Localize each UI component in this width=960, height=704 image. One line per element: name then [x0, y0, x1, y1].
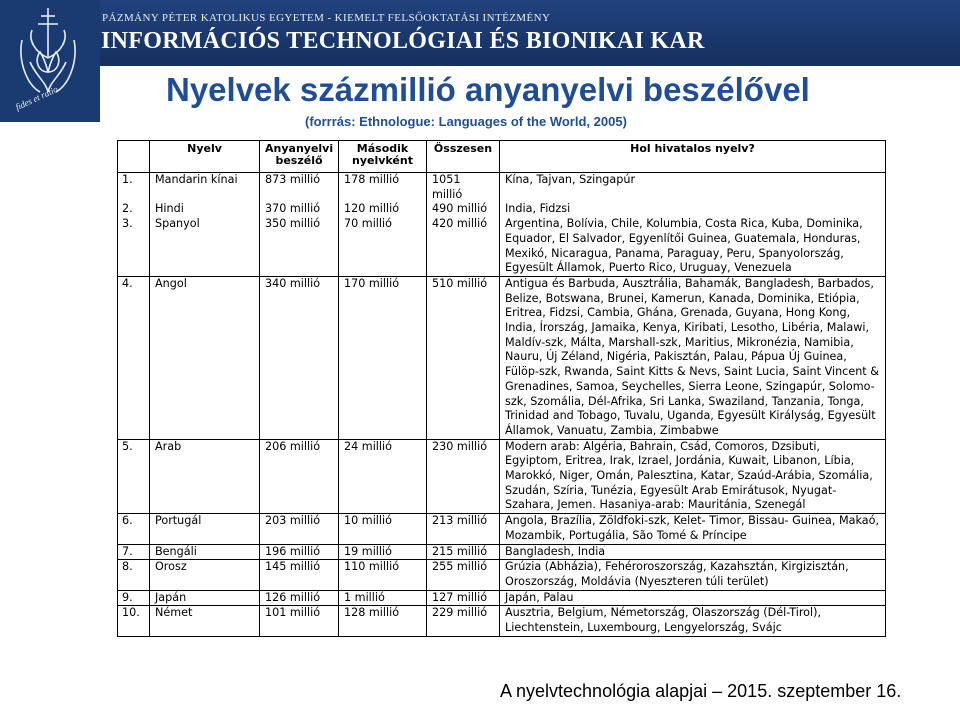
cell-language: Japán — [150, 590, 260, 606]
table-row — [118, 217, 886, 276]
cell-second: 24 millió — [339, 439, 427, 514]
cell-official: Kína, Tajvan, Szingapúr — [500, 173, 886, 203]
cell-language: Portugál — [150, 514, 260, 544]
column-header-second: Második nyelvként — [339, 141, 427, 173]
cell-total: 215 millió — [427, 544, 500, 560]
cell-official: Modern arab: Algéria, Bahrain, Csád, Comoros, Dzsibuti, Egyiptom, Eritrea, Irak, Izrael, Jordánia, Kuwait, Libanon, Líbia, Marokkó, Niger, Omán, Palesztina, Katar, Szaúd-Arábia, Szomália, Szudán, Szíria, Tunézia, Egyesült Arab Emirátusok, Nyugat- Szahara, Jemen. Hasaniya-arab: Mauritánia, Szenegál — [500, 439, 886, 514]
cell-total: 1051 millió — [427, 173, 500, 203]
cell-language: Arab — [150, 439, 260, 514]
cell-second: 110 millió — [339, 560, 427, 590]
cell-native: 101 millió — [260, 606, 339, 636]
cell-official: Ausztria, Belgium, Németország, Olaszország (Dél-Tirol), Liechtenstein, Luxembourg, Lengyelország, Svájc — [500, 606, 886, 636]
slide-subtitle: (forrrás: Ethnologue: Languages of the World, 2005) — [305, 114, 627, 129]
cell-native: 370 millió — [260, 202, 339, 217]
cell-total: 490 millió — [427, 202, 500, 217]
cell-official: Angola, Brazília, Zöldfoki-szk, Kelet- Timor, Bissau- Guinea, Makaó, Mozambik, Portugália, São Tomé & Príncipe — [500, 514, 886, 544]
cell-total: 510 millió — [427, 276, 500, 439]
cell-total: 229 millió — [427, 606, 500, 636]
cell-official: Antigua és Barbuda, Ausztrália, Bahamák, Bangladesh, Barbados, Belize, Botswana, Brunei, Kamerun, Kanada, Dominika, Etiópia, Eritrea, Fidzsi, Cambia, Ghána, Grenada, Guyana, Hong Kong, India, Írország, Jamaika, Kenya, Kiribati, Lesotho, Libéria, Malawi, Maldív-szk, Málta, Marshall-szk, Maritius, Mikronézia, Namibia, Nauru, Új Zéland, Nigéria, Pakisztán, Palau, Pápua Új Guinea, Fülöp-szk, Rwanda, Saint Kitts & Nevs, Saint Lucia, Saint Vincent & Grenadines, Samoa, Seychelles, Sierra Leone, Szingapúr, Solomo-szk, Szomália, Dél-Afrika, Sri Lanka, Swaziland, Tanzania, Tonga, Trinidad and Tobago, Tuvalu, Uganda, Egyesült Királyság, Egyesült Államok, Vanuatu, Zambia, Zimbabwe — [500, 276, 886, 439]
cell-official: Japán, Palau — [500, 590, 886, 606]
cell-language: Orosz — [150, 560, 260, 590]
institution-name: INFORMÁCIÓS TECHNOLÓGIAI ÉS BIONIKAI KAR — [101, 28, 705, 54]
cell-second: 178 millió — [339, 173, 427, 203]
column-header-rank — [118, 141, 150, 173]
table-header-row — [118, 141, 886, 173]
table-row — [118, 202, 886, 217]
cell-official: Argentina, Bolívia, Chile, Kolumbia, Costa Rica, Kuba, Dominika, Equador, El Salvador, Egyenlítői Guinea, Guatemala, Honduras, Mexikó, Nicaragua, Panama, Paraguay, Peru, Spanyolország, Egyesült Államok, Puerto Rico, Uruguay, Venezuela — [500, 217, 886, 276]
cell-second: 170 millió — [339, 276, 427, 439]
cell-second: 128 millió — [339, 606, 427, 636]
cell-rank: 3. — [118, 217, 150, 276]
table-row — [118, 560, 886, 590]
cell-native: 350 millió — [260, 217, 339, 276]
cell-total: 213 millió — [427, 514, 500, 544]
cell-rank: 10. — [118, 606, 150, 636]
cell-second: 120 millió — [339, 202, 427, 217]
cell-official: India, Fidzsi — [500, 202, 886, 217]
cell-rank: 8. — [118, 560, 150, 590]
cell-second: 10 millió — [339, 514, 427, 544]
cell-second: 70 millió — [339, 217, 427, 276]
cell-rank: 2. — [118, 202, 150, 217]
languages-table — [117, 140, 886, 637]
cell-rank: 4. — [118, 276, 150, 439]
cell-total: 127 millió — [427, 590, 500, 606]
cell-rank: 5. — [118, 439, 150, 514]
table-row — [118, 514, 886, 544]
cell-rank: 6. — [118, 514, 150, 544]
slide-footer: A nyelvtechnológia alapjai – 2015. szeptember 16. — [500, 681, 902, 701]
cell-rank: 1. — [118, 173, 150, 203]
svg-text:fides et ratio: fides et ratio — [13, 83, 60, 113]
cell-language: Angol — [150, 276, 260, 439]
table-row — [118, 544, 886, 560]
table-row — [118, 439, 886, 514]
cell-native: 873 millió — [260, 173, 339, 203]
cell-language: Bengáli — [150, 544, 260, 560]
cell-official: Grúzia (Abházia), Fehéroroszország, Kazahsztán, Kirgizisztán, Oroszország, Moldávia (Nyeszteren túli terület) — [500, 560, 886, 590]
cell-native: 145 millió — [260, 560, 339, 590]
cell-total: 230 millió — [427, 439, 500, 514]
institution-top-text: PÁZMÁNY PÉTER KATOLIKUS EGYETEM - KIEMELT FELSŐOKTATÁSI INTÉZMÉNY — [102, 12, 551, 24]
table-row — [118, 606, 886, 636]
table-row — [118, 590, 886, 606]
cell-total: 255 millió — [427, 560, 500, 590]
cell-rank: 9. — [118, 590, 150, 606]
column-header-native: Anyanyelvi beszélő — [260, 141, 339, 173]
cell-native: 196 millió — [260, 544, 339, 560]
cell-official: Bangladesh, India — [500, 544, 886, 560]
slide-title: Nyelvek százmillió anyanyelvi beszélővel — [166, 71, 810, 108]
cell-second: 1 millió — [339, 590, 427, 606]
university-logo — [0, 0, 100, 122]
cell-language: Spanyol — [150, 217, 260, 276]
cell-language: Mandarin kínai — [150, 173, 260, 203]
cell-native: 206 millió — [260, 439, 339, 514]
column-header-total: Összesen — [427, 141, 500, 173]
table-row — [118, 276, 886, 439]
cell-native: 340 millió — [260, 276, 339, 439]
cell-total: 420 millió — [427, 217, 500, 276]
cell-native: 126 millió — [260, 590, 339, 606]
column-header-language: Nyelv — [150, 141, 260, 173]
cell-second: 19 millió — [339, 544, 427, 560]
table-row — [118, 173, 886, 203]
cell-language: Német — [150, 606, 260, 636]
cell-rank: 7. — [118, 544, 150, 560]
column-header-official: Hol hivatalos nyelv? — [500, 141, 886, 173]
cell-native: 203 millió — [260, 514, 339, 544]
cell-language: Hindi — [150, 202, 260, 217]
